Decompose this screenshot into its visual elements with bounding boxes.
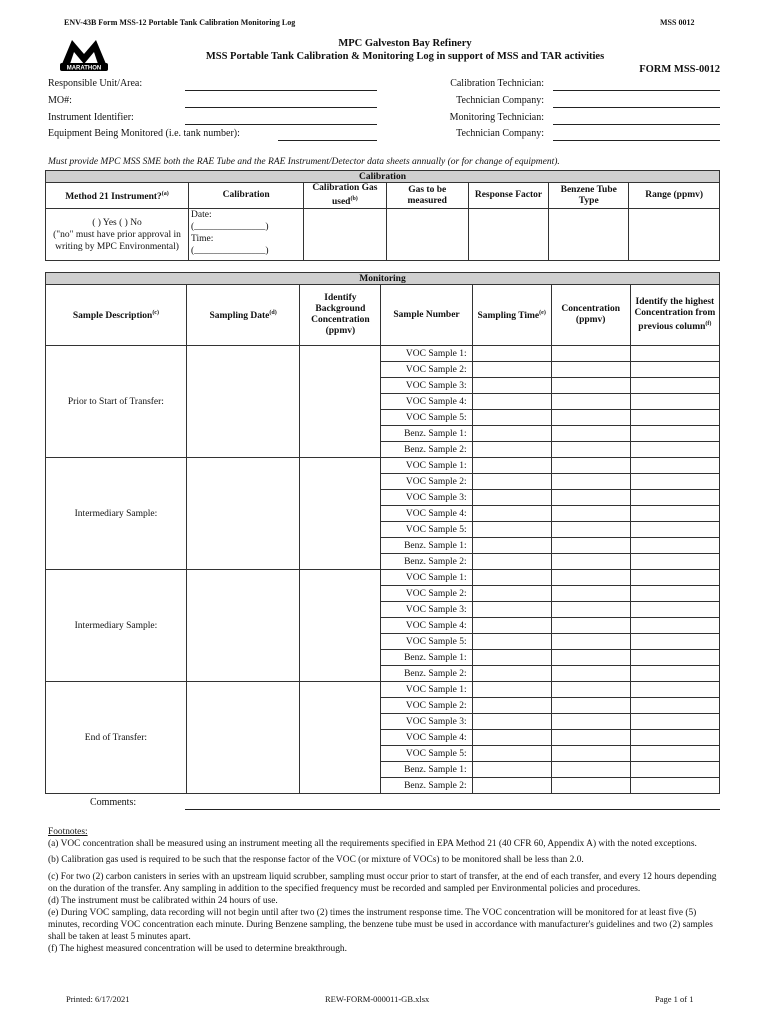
concentration-cell[interactable] (551, 426, 630, 442)
doc-code: MSS 0012 (660, 18, 695, 27)
sampling-time-cell[interactable] (472, 666, 551, 682)
footnotes (48, 826, 720, 955)
sampling-time-cell[interactable] (472, 554, 551, 570)
concentration-cell[interactable] (551, 394, 630, 410)
sampling-time-cell[interactable] (472, 650, 551, 666)
sample-description-cell: Intermediary Sample: (46, 570, 187, 682)
sample-number-cell: Benz. Sample 1: (381, 650, 472, 666)
sampling-time-cell[interactable] (472, 394, 551, 410)
sample-number-cell: VOC Sample 4: (381, 618, 472, 634)
concentration-cell[interactable] (551, 586, 630, 602)
footnotes-title: Footnotes: (48, 827, 88, 837)
mon-header-sample-number: Sample Number (381, 285, 472, 346)
notice-text: Must provide MPC MSS SME both the RAE Tube and the RAE Instrument/Detector data sheets annually (or for change of equipment). (48, 157, 560, 167)
sampling-time-cell[interactable] (472, 778, 551, 794)
sampling-time-cell[interactable] (472, 522, 551, 538)
field-instrument-identifier-input[interactable] (185, 124, 377, 125)
field-label-monitoring-technician: Monitoring Technician: (449, 112, 544, 123)
concentration-cell[interactable] (551, 442, 630, 458)
highest-concentration-cell[interactable] (630, 378, 719, 394)
sampling-time-cell[interactable] (472, 698, 551, 714)
sample-number-cell: VOC Sample 2: (381, 474, 472, 490)
concentration-cell[interactable] (551, 538, 630, 554)
sample-number-cell: VOC Sample 3: (381, 714, 472, 730)
footnote-d: (d) The instrument must be calibrated within 24 hours of use. (48, 896, 278, 906)
concentration-cell[interactable] (551, 522, 630, 538)
highest-concentration-cell[interactable] (630, 442, 719, 458)
sample-number-cell: VOC Sample 3: (381, 602, 472, 618)
monitoring-row (46, 570, 720, 586)
highest-concentration-cell[interactable] (630, 410, 719, 426)
mon-header-sampling-time: Sampling Time$^{(e)}$ (472, 285, 551, 346)
sample-number-cell: VOC Sample 5: (381, 746, 472, 762)
calibration-band: Calibration (46, 171, 720, 183)
cal-header-response-factor: Response Factor (468, 183, 548, 209)
highest-concentration-cell[interactable] (630, 586, 719, 602)
concentration-cell[interactable] (551, 474, 630, 490)
field-label-equipment-monitored: Equipment Being Monitored (i.e. tank number): (48, 128, 240, 139)
sample-number-cell: VOC Sample 5: (381, 410, 472, 426)
field-monitoring-technician-input[interactable] (553, 124, 720, 125)
sample-number-cell: Benz. Sample 2: (381, 778, 472, 794)
sample-number-cell: VOC Sample 1: (381, 682, 472, 698)
concentration-cell[interactable] (551, 778, 630, 794)
highest-concentration-cell[interactable] (630, 506, 719, 522)
form-id: FORM MSS-0012 (639, 64, 720, 75)
sampling-time-cell[interactable] (472, 490, 551, 506)
sample-number-cell: VOC Sample 1: (381, 570, 472, 586)
field-technician-company-1-input[interactable] (553, 107, 720, 108)
field-technician-company-2-input[interactable] (553, 140, 720, 141)
sampling-time-cell[interactable] (472, 602, 551, 618)
sample-description-cell: Prior to Start of Transfer: (46, 346, 187, 458)
calibration-datetime-cell[interactable] (189, 209, 304, 261)
highest-concentration-cell[interactable] (630, 426, 719, 442)
concentration-cell[interactable] (551, 570, 630, 586)
concentration-cell[interactable] (551, 634, 630, 650)
sample-number-cell: Benz. Sample 2: (381, 666, 472, 682)
background-concentration-cell[interactable] (300, 458, 381, 570)
concentration-cell[interactable] (551, 666, 630, 682)
background-concentration-cell[interactable] (300, 682, 381, 794)
highest-concentration-cell[interactable] (630, 682, 719, 698)
sample-number-cell: VOC Sample 4: (381, 506, 472, 522)
sample-number-cell: Benz. Sample 1: (381, 762, 472, 778)
cal-header-benzene-tube: Benzene Tube Type (549, 183, 629, 209)
sample-number-cell: VOC Sample 2: (381, 362, 472, 378)
sampling-time-cell[interactable] (472, 458, 551, 474)
sampling-time-cell[interactable] (472, 634, 551, 650)
field-label-technician-company-2: Technician Company: (456, 128, 544, 139)
log-subtitle: MSS Portable Tank Calibration & Monitoring Log in support of MSS and TAR activities (205, 51, 605, 62)
gas-measured-cell[interactable] (386, 209, 468, 261)
footnote-c: (c) For two (2) carbon canisters in series with an upstream liquid scrubber, sampling must occur prior to start of transfer, at the end of each transfer, and every 12 hours depending on the duration of the transfer. Any sampling in addition to the specified frequency must be recorded and sampled per Environmental policies and procedures. (48, 872, 717, 894)
sample-number-cell: VOC Sample 2: (381, 698, 472, 714)
highest-concentration-cell[interactable] (630, 778, 719, 794)
sample-description-cell: Intermediary Sample: (46, 458, 187, 570)
concentration-cell[interactable] (551, 362, 630, 378)
background-concentration-cell[interactable] (300, 570, 381, 682)
concentration-cell[interactable] (551, 410, 630, 426)
highest-concentration-cell[interactable] (630, 618, 719, 634)
sampling-time-cell[interactable] (472, 442, 551, 458)
sample-number-cell: VOC Sample 1: (381, 458, 472, 474)
sample-number-cell: VOC Sample 4: (381, 394, 472, 410)
highest-concentration-cell[interactable] (630, 746, 719, 762)
range-cell[interactable] (629, 209, 720, 261)
highest-concentration-cell[interactable] (630, 698, 719, 714)
concentration-cell[interactable] (551, 682, 630, 698)
sampling-time-cell[interactable] (472, 714, 551, 730)
concentration-cell[interactable] (551, 650, 630, 666)
sampling-date-cell[interactable] (186, 682, 300, 794)
field-label-responsible-unit: Responsible Unit/Area: (48, 78, 143, 89)
sampling-time-cell[interactable] (472, 410, 551, 426)
highest-concentration-cell[interactable] (630, 762, 719, 778)
sample-number-cell: VOC Sample 1: (381, 346, 472, 362)
sampling-time-cell[interactable] (472, 346, 551, 362)
date-label: Date: (191, 210, 212, 221)
sampling-time-cell[interactable] (472, 538, 551, 554)
highest-concentration-cell[interactable] (630, 362, 719, 378)
concentration-cell[interactable] (551, 730, 630, 746)
mon-header-sample-description: Sample Description$^{(c)}$ (46, 285, 187, 346)
footnote-f: (f) The highest measured concentration will be used to determine breakthrough. (48, 944, 347, 954)
method21-note: ("no" must have prior approval in writing by MPC Environmental) (53, 229, 181, 252)
printed-date: Printed: 6/17/2021 (66, 994, 130, 1004)
calibration-table (45, 170, 720, 261)
file-name: REW-FORM-000011-GB.xlsx (325, 994, 430, 1004)
marathon-logo-icon (58, 36, 110, 72)
highest-concentration-cell[interactable] (630, 666, 719, 682)
monitoring-row (46, 458, 720, 474)
form-title: ENV-43B Form MSS-12 Portable Tank Calibration Monitoring Log (64, 18, 296, 27)
sample-number-cell: VOC Sample 4: (381, 730, 472, 746)
sample-number-cell: VOC Sample 2: (381, 586, 472, 602)
field-responsible-unit-input[interactable] (185, 90, 377, 91)
concentration-cell[interactable] (551, 346, 630, 362)
cal-header-calibration: Calibration (189, 183, 304, 209)
sampling-time-cell[interactable] (472, 474, 551, 490)
date-blank[interactable]: (_______________) (191, 222, 269, 233)
field-label-mo: MO#: (48, 95, 72, 106)
cal-header-gas-used: Calibration Gas used$^{(b)}$ (304, 183, 386, 209)
field-mo-input[interactable] (185, 107, 377, 108)
highest-concentration-cell[interactable] (630, 522, 719, 538)
sampling-date-cell[interactable] (186, 346, 300, 458)
response-factor-cell[interactable] (468, 209, 548, 261)
sampling-time-cell[interactable] (472, 618, 551, 634)
concentration-cell[interactable] (551, 602, 630, 618)
highest-concentration-cell[interactable] (630, 538, 719, 554)
sample-number-cell: VOC Sample 3: (381, 490, 472, 506)
monitoring-row (46, 346, 720, 362)
concentration-cell[interactable] (551, 506, 630, 522)
method21-yes-no[interactable]: ( ) Yes ( ) No (92, 217, 142, 228)
field-label-technician-company-1: Technician Company: (456, 95, 544, 106)
highest-concentration-cell[interactable] (630, 490, 719, 506)
concentration-cell[interactable] (551, 762, 630, 778)
refinery-name: MPC Galveston Bay Refinery (338, 38, 472, 49)
sampling-time-cell[interactable] (472, 570, 551, 586)
mon-header-background: Identify Background Concentration (ppmv) (300, 285, 381, 346)
sample-number-cell: Benz. Sample 1: (381, 426, 472, 442)
page-number: Page 1 of 1 (655, 994, 694, 1004)
highest-concentration-cell[interactable] (630, 650, 719, 666)
field-equipment-monitored-input[interactable] (278, 140, 377, 141)
sampling-time-cell[interactable] (472, 378, 551, 394)
sample-number-cell: VOC Sample 5: (381, 634, 472, 650)
sampling-time-cell[interactable] (472, 762, 551, 778)
mon-header-highest: Identify the highest Concentration from previous column$^{(f)}$ (630, 285, 719, 346)
logo-text: MARATHON (66, 65, 102, 72)
time-label: Time: (191, 234, 214, 245)
cal-header-range: Range (ppmv) (629, 183, 720, 209)
sample-number-cell: Benz. Sample 1: (381, 538, 472, 554)
cal-header-gas-measured: Gas to be measured (386, 183, 468, 209)
mon-header-sampling-date: Sampling Date$^{(d)}$ (186, 285, 300, 346)
concentration-cell[interactable] (551, 714, 630, 730)
highest-concentration-cell[interactable] (630, 394, 719, 410)
sampling-date-cell[interactable] (186, 458, 300, 570)
footnote-e: (e) During VOC sampling, data recording will not begin until after two (2) times the instrument response time. The VOC concentration will be monitored for at least five (5) minutes, recording VOC concentration each minute. During Benzene sampling, the benzene tube must be used in accordance with manufacturer's guidelines and two (2) samples shall be taken at least 5 minutes apart. (48, 908, 713, 942)
cal-header-method21: Method 21 Instrument?$^{(a)}$ (46, 183, 189, 209)
sampling-time-cell[interactable] (472, 730, 551, 746)
highest-concentration-cell[interactable] (630, 602, 719, 618)
concentration-cell[interactable] (551, 746, 630, 762)
background-concentration-cell[interactable] (300, 346, 381, 458)
sampling-time-cell[interactable] (472, 506, 551, 522)
highest-concentration-cell[interactable] (630, 634, 719, 650)
highest-concentration-cell[interactable] (630, 474, 719, 490)
sample-number-cell: VOC Sample 5: (381, 522, 472, 538)
concentration-cell[interactable] (551, 458, 630, 474)
highest-concentration-cell[interactable] (630, 714, 719, 730)
time-blank[interactable]: (_______________) (191, 246, 269, 257)
footnote-b: (b) Calibration gas used is required to be such that the response factor of the VOC (or mixture of VOCs) to be monitored shall be less than 2.0. (48, 855, 584, 865)
sample-number-cell: VOC Sample 3: (381, 378, 472, 394)
sampling-time-cell[interactable] (472, 682, 551, 698)
monitoring-row (46, 682, 720, 698)
sampling-date-cell[interactable] (186, 570, 300, 682)
gas-used-cell[interactable] (304, 209, 386, 261)
sample-description-cell: End of Transfer: (46, 682, 187, 794)
highest-concentration-cell[interactable] (630, 570, 719, 586)
concentration-cell[interactable] (551, 554, 630, 570)
field-label-calibration-technician: Calibration Technician: (450, 78, 544, 89)
field-calibration-technician-input[interactable] (553, 90, 720, 91)
comments-label: Comments: (90, 797, 137, 808)
highest-concentration-cell[interactable] (630, 554, 719, 570)
sample-number-cell: Benz. Sample 2: (381, 442, 472, 458)
benzene-tube-cell[interactable] (549, 209, 629, 261)
comments-input[interactable] (185, 809, 720, 810)
field-label-instrument-identifier: Instrument Identifier: (48, 112, 134, 123)
monitoring-table (45, 272, 720, 794)
highest-concentration-cell[interactable] (630, 458, 719, 474)
concentration-cell[interactable] (551, 618, 630, 634)
sampling-time-cell[interactable] (472, 362, 551, 378)
mon-header-concentration: Concentration (ppmv) (551, 285, 630, 346)
sample-number-cell: Benz. Sample 2: (381, 554, 472, 570)
method21-cell[interactable] (46, 209, 189, 261)
concentration-cell[interactable] (551, 698, 630, 714)
footnote-a: (a) VOC concentration shall be measured using an instrument meeting all the requirements specified in EPA Method 21 (40 CFR 60, Appendix A) with the noted exceptions. (48, 839, 697, 849)
sampling-time-cell[interactable] (472, 746, 551, 762)
concentration-cell[interactable] (551, 490, 630, 506)
sampling-time-cell[interactable] (472, 426, 551, 442)
monitoring-band: Monitoring (46, 273, 720, 285)
concentration-cell[interactable] (551, 378, 630, 394)
sampling-time-cell[interactable] (472, 586, 551, 602)
highest-concentration-cell[interactable] (630, 346, 719, 362)
highest-concentration-cell[interactable] (630, 730, 719, 746)
